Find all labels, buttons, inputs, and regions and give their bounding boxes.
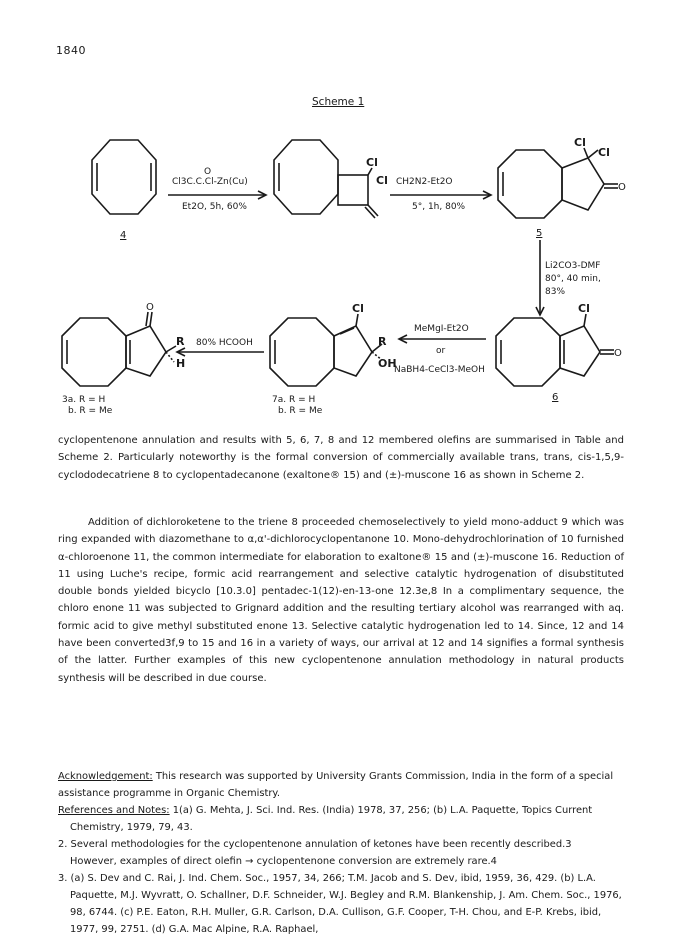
reference-3 bbox=[58, 870, 624, 938]
scheme-title: Scheme 1 bbox=[312, 96, 365, 108]
cmpd7-5ring bbox=[334, 326, 372, 376]
notes-section bbox=[58, 768, 624, 938]
arrow1-reagent-bottom: Et2O, 5h, 60% bbox=[182, 202, 247, 212]
arrow4-reagent-bottom: NaBH4-CeCl3-MeOH bbox=[394, 365, 485, 375]
reference-2 bbox=[58, 836, 624, 853]
paragraph-1 bbox=[58, 432, 624, 484]
refs-label: References and Notes: bbox=[58, 805, 170, 816]
arrow5-reagent: 80% HCOOH bbox=[196, 338, 253, 348]
ack-label: Acknowledgement: bbox=[58, 771, 153, 782]
cmpd5-8ring bbox=[498, 150, 562, 218]
cmpd6-cl: Cl bbox=[578, 302, 590, 315]
cmpd-7a-label: 7a. R = H bbox=[272, 395, 316, 405]
reaction-scheme bbox=[0, 0, 680, 420]
ref-2-text-b: However, examples of direct olefin → cyclopentenone conversion are extremely rare.4 bbox=[70, 856, 497, 867]
paragraph-2-text: Addition of dichloroketene to the triene 8 proceeded chemoselectively to yield mono-adduct 9 which was ring expanded with diazomethane to α,α'-dichlorocyclopentanone 10. Mono-dehydrochlorination of 10 furnished α-chloroenone 11, the common intermediate for elaboration to exaltone® 15 and (±)-muscone 16. Reduction of 11 using Luche's recipe, formic acid rearrangement and selective catalytic hydrogenation of disubstituted double bonds yielded bicyclo [10.3.0] pentadec-1(12)-en-13-one 12.3e,8 In a complimentary sequence, the chloro enone 11 was subjected to Grignard addition and the resulting tertiary alcohol was rearranged with aq. formic acid to give methyl substituted enone 13. Selective catalytic hydrogenation led to 14. Since, 12 and 14 have been converted3f,9 to 15 and 16 in a variety of ways, our arrival at 12 and 14 signifies a formal synthesis of the latter. Further examples of this new cyclopentenone annulation methodology in natural products synthesis will be described in due course. bbox=[58, 517, 624, 684]
cmpd-6-label: 6 bbox=[552, 392, 559, 403]
cmpd3-8ring bbox=[62, 318, 126, 386]
ref-1-text: 1(a) G. Mehta, J. Sci. Ind. Res. (India) 1978, 37, 256; (b) L.A. Paquette, Topics Current Chemistry, 1979, 79, 43. bbox=[70, 805, 593, 833]
cmpd6-o: O bbox=[614, 348, 622, 359]
adduct-8ring bbox=[274, 140, 338, 214]
cmpd3-o: O bbox=[146, 302, 154, 313]
cmpd7-oh: OH bbox=[378, 357, 397, 370]
cmpd7-cl: Cl bbox=[352, 302, 364, 315]
cmpd5-5ring bbox=[562, 158, 604, 210]
page-number: 1840 bbox=[56, 44, 86, 57]
ref-2-text-a: 2. Several methodologies for the cyclopentenone annulation of ketones have been recently described.3 bbox=[58, 839, 572, 850]
cmpd-7b-label: b. R = Me bbox=[278, 406, 323, 416]
arrow1-reagent-top: Cl3C.C.Cl-Zn(Cu) bbox=[172, 177, 248, 187]
arrow4-reagent-top: MeMgI-Et2O bbox=[414, 324, 469, 334]
paragraph-1-text: cyclopentenone annulation and results with 5, 6, 7, 8 and 12 membered olefins are summarised in Table and Scheme 2. Particularly noteworthy is the formal conversion of commercially available trans, trans, cis-1,5,9-cyclododecatriene 8 to cyclopentadecanone (exaltone® 15) and (±)-muscone 16 as shown in Scheme 2. bbox=[58, 435, 624, 481]
paragraph-2 bbox=[58, 514, 624, 687]
cmpd-3b-label: b. R = Me bbox=[68, 406, 113, 416]
arrow2-reagent-top: CH2N2-Et2O bbox=[396, 177, 453, 187]
cmpd-5-label: 5 bbox=[536, 228, 543, 239]
ack-text: This research was supported by University Grants Commission, India in the form of a special assistance programme in Organic Chemistry. bbox=[58, 771, 614, 799]
reagent-o-mark: O bbox=[204, 167, 212, 177]
cmpd-4-label: 4 bbox=[120, 230, 127, 241]
cyclobutanone-ring bbox=[338, 175, 368, 205]
cmpd3-5ring bbox=[126, 326, 166, 376]
arrow3-reagent-3: 83% bbox=[545, 287, 566, 297]
cmpd5-cl-a: Cl bbox=[574, 136, 586, 149]
cmpd6-8ring bbox=[496, 318, 560, 386]
cmpd3-r: R bbox=[176, 335, 185, 348]
arrow3-reagent-1: Li2CO3-DMF bbox=[545, 261, 601, 271]
cmpd5-cl-b: Cl bbox=[598, 146, 610, 159]
cmpd7-8ring bbox=[270, 318, 334, 386]
cmpd-3a-label: 3a. R = H bbox=[62, 395, 106, 405]
reference-1 bbox=[58, 802, 624, 836]
adduct-cl-side: Cl bbox=[376, 174, 388, 187]
arrow2-reagent-bottom: 5°, 1h, 80% bbox=[412, 202, 466, 212]
cmpd6-5ring bbox=[560, 326, 600, 376]
cmpd7-r: R bbox=[378, 335, 387, 348]
arrow3-reagent-2: 80°, 40 min, bbox=[545, 274, 601, 284]
cmpd3-h: H bbox=[176, 357, 186, 370]
cyclooctadiene-ring bbox=[92, 140, 156, 214]
cmpd5-o: O bbox=[618, 182, 626, 193]
reference-2-cont bbox=[58, 853, 624, 870]
adduct-cl-top: Cl bbox=[366, 156, 378, 169]
acknowledgement bbox=[58, 768, 624, 802]
ref-3-text: 3. (a) S. Dev and C. Rai, J. Ind. Chem. Soc., 1957, 34, 266; T.M. Jacob and S. Dev, ibid, 1959, 36, 429. (b) L.A. Paquette, M.J. Wyvratt, O. Schallner, D.F. Schneider, W.J. Begley and R.M. Blankenship, J. Am. Chem. Soc., 1976, 98, 6744. (c) P.E. Eaton, R.H. Muller, G.R. Carlson, D.A. Cullison, G.F. Cooper, T-H. Chou, and E-P. Krebs, ibid, 1977, 99, 2751. (d) G.A. Mac Alpine, R.A. Raphael, bbox=[58, 873, 622, 935]
arrow4-reagent-mid: or bbox=[436, 346, 446, 356]
